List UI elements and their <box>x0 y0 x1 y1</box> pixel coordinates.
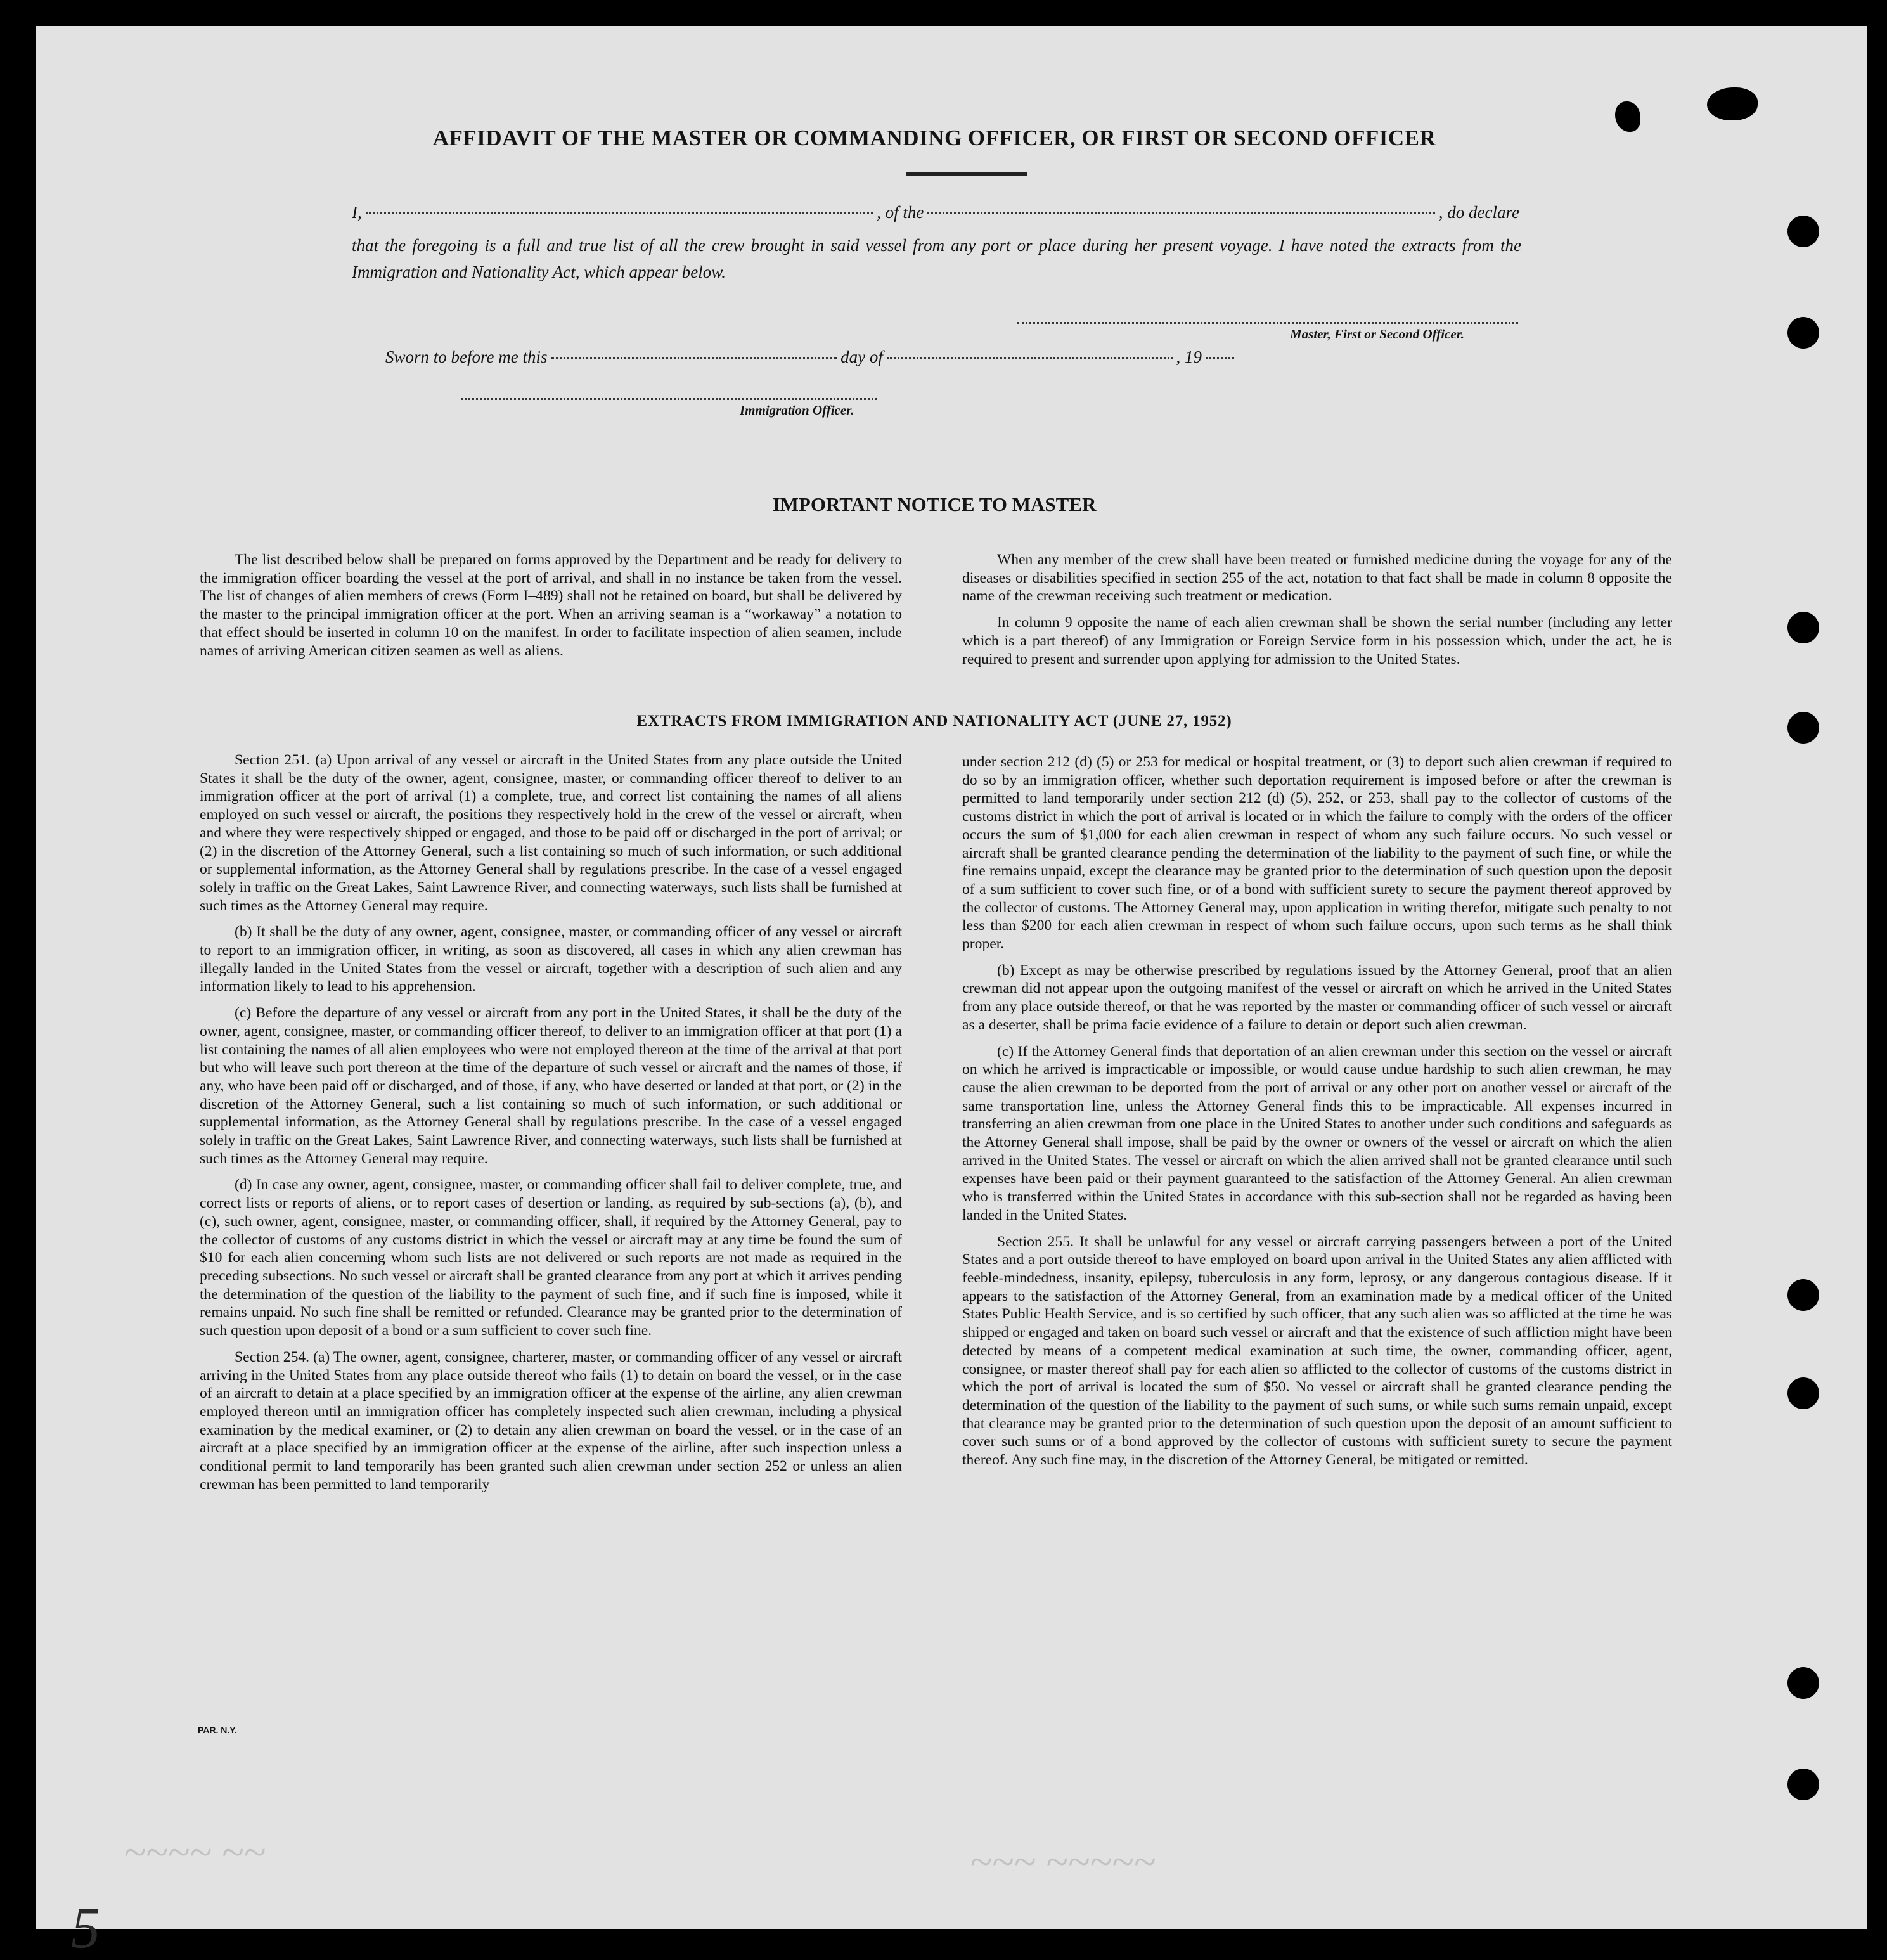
section-paragraph: (c) Before the departure of any vessel or aircraft from any port in the United States, it shall be the duty of the owner, agent, consignee, master, or commanding officer thereof, to deliver to an immigration officer at that port (1) a list containing the names of all alien employees who were not employed thereon at the time of the arrival at that port but who will leave such port thereon at the time of the departure of such vessel or aircraft and the names of those, if any, who have been paid off or discharged, and of those, if any, who have deserted or landed at that port, or (2) in the discretion of the Attorney General, such a list containing so much of such information, or such additional or supplemental information, as the Attorney General shall by regulations prescribe. In the case of a vessel engaged solely in traffic on the Great Lakes, Saint Lawrence River, and connecting waterways, such lists shall be furnished at such times as the Attorney General may require. <box>200 1005 902 1167</box>
year-label: , 19 <box>1176 347 1202 366</box>
extracts-right-column <box>962 753 1672 1478</box>
sworn-month-field[interactable] <box>887 357 1173 359</box>
of-the-label: , of the <box>877 203 924 222</box>
section-paragraph: (b) Except as may be otherwise prescribed by regulations issued by the Attorney General, proof that an alien crewman did not appear upon the outgoing manifest of the vessel or aircraft on which he arrived in the United States from any place outside thereof, or that he was reported by the master or commanding officer of such vessel or aircraft as a deserter, shall be prima facie evidence of a failure to detain or deport such alien crewman. <box>962 962 1672 1033</box>
do-declare-label: , do declare <box>1438 203 1519 222</box>
punch-hole <box>1787 1667 1819 1699</box>
punch-hole <box>1787 1377 1819 1409</box>
sworn-year-field[interactable] <box>1206 357 1234 359</box>
faint-handwriting: ~~~ ~~~~~ <box>970 1839 1156 1884</box>
officer-signature-label: Immigration Officer. <box>740 403 854 418</box>
section-paragraph: Section 254. (a) The owner, agent, consignee, charterer, master, or commanding officer of any vessel or aircraft arriving in the United States from any place outside thereof who fails (1) to detain on board the vessel, or in the case of an aircraft to detain at a place specified by an immigration officer at the expense of the airline, any alien crewman employed thereon until an immigration officer has completely inspected such alien crewman, including a physical examination by the medical examiner, or (2) to detain any alien crewman on board the vessel, or in the case of an aircraft at a place specified by an immigration officer at the expense of the airline, after such inspection unless a conditional permit to land temporarily has been granted such alien crewman under section 252 or unless an alien crewman has been permitted to land temporarily <box>200 1348 902 1493</box>
title-underline <box>906 172 1027 176</box>
punch-hole <box>1787 1769 1819 1800</box>
day-of-label: day of <box>840 347 883 366</box>
page-number: 5 <box>71 1895 100 1960</box>
notice-paragraph: In column 9 opposite the name of each alien crewman shall be shown the serial number (including any letter which is a part thereof) of any Immigration or Foreign Service form in his possession which, under the act, he is required to present and surrender upon applying for admission to the United States. <box>962 614 1672 667</box>
punch-hole <box>1787 612 1819 643</box>
officer-signature-line[interactable] <box>461 398 877 400</box>
printer-mark: PAR. N.Y. <box>198 1725 237 1735</box>
section-paragraph: under section 212 (d) (5) or 253 for medical or hospital treatment, or (3) to deport such alien crewman if required to do so by an immigration officer, whether such deportation requirement is imposed before or after the crewman is permitted to land temporarily under section 212 (d) (5), 252, or 253, shall pay to the collector of customs of the customs district in which the port of arrival is located or in which the failure to comply with the orders of the officer occurs the sum of $1,000 for each alien crewman in respect of whom any such failure occurs. No such vessel or aircraft shall be granted clearance pending the determination of the liability to the payment of such fine, or while the fine remains unpaid, except the clearance may be granted prior to the determination of such question upon the deposit of a sum sufficient to cover such fine, or of a bond with sufficient surety to secure the payment thereof approved by the collector of customs. The Attorney General may, upon application in writing therefor, mitigate such penalty to not less than $200 for each alien crewman in respect of whom such failure occurs, upon such terms as he shall think proper. <box>962 754 1672 953</box>
notice-paragraph: When any member of the crew shall have been treated or furnished medicine during the voyage for any of the diseases or disabilities specified in section 255 of the act, notation to that fact shall be made in column 8 opposite the name of the crewman receiving such treatment or medication. <box>962 551 1672 605</box>
declarant-name-field[interactable] <box>366 212 873 214</box>
section-paragraph: (b) It shall be the duty of any owner, agent, consignee, master, or commanding officer of any vessel or aircraft to report to an immigration officer, in writing, as soon as discovered, all cases in which any alien crewman has illegally landed in the United States from the vessel or aircraft, together with a description of such alien and any information likely to lead to his apprehension. <box>200 924 902 995</box>
affidavit-title: AFFIDAVIT OF THE MASTER OR COMMANDING OFFICER, OR FIRST OR SECOND OFFICER <box>432 126 1436 150</box>
punch-hole <box>1787 216 1819 247</box>
declarant-prefix: I, <box>352 203 362 222</box>
sworn-date-field[interactable] <box>551 357 837 359</box>
sworn-prefix: Sworn to before me this <box>385 347 548 366</box>
vessel-name-field[interactable] <box>927 212 1434 214</box>
punch-hole <box>1787 712 1819 744</box>
master-signature-label: Master, First or Second Officer. <box>1290 326 1464 342</box>
sworn-line <box>385 347 1238 367</box>
extracts-left-column <box>200 751 902 1502</box>
section-paragraph: Section 255. It shall be unlawful for any vessel or aircraft carrying passengers between a port of the United States and a port outside thereof to have employed on board upon arrival in the United States any alien afflicted with feeble-mindedness, insanity, epilepsy, tuberculosis in any form, leprosy, or any dangerous contagious disease. If it appears to the satisfaction of the Attorney General, from an examination made by a medical officer of the United States Public Health Service, and is so certified by such officer, that any such alien was so afflicted at the time he was shipped or engaged and taken on board such vessel or aircraft and that the existence of such affliction might have been detected by means of a competent medical examination at such time, the owner, commanding officer, agent, consignee, or master thereof shall pay for each alien so afflicted to the collector of customs of the customs district in which the port of arrival is located the sum of $50. No vessel or aircraft shall be granted clearance pending the determination of the question of the liability to the payment of such sums, or while such sums remain unpaid, except that clearance may be granted prior to the determination of such question upon the deposit of an amount sufficient to cover such sums or of a bond approved by the collector of customs with sufficient surety to secure the payment thereof. Any such fine may, in the discretion of the Attorney General, be mitigated or remitted. <box>962 1233 1672 1469</box>
notice-right-column <box>962 551 1672 676</box>
notice-paragraph: The list described below shall be prepared on forms approved by the Department and be ready for delivery to the immigration officer boarding the vessel at the port of arrival, and shall in no instance be taken from the vessel. The list of changes of alien members of crews (Form I–489) shall not be retained on board, but shall be delivered by the master to the principal immigration officer at the port. When an arriving seaman is a “workaway” a notation to that effect should be inserted in column 10 on the manifest. In order to facilitate inspection of alien seamen, include names of arriving American citizen seamen as well as aliens. <box>200 551 902 659</box>
notice-title: IMPORTANT NOTICE TO MASTER <box>772 493 1097 515</box>
torn-hole <box>1707 87 1758 120</box>
declaration-text: that the foregoing is a full and true list of all the crew brought in said vessel from any port or place during her present voyage. I have noted the extracts from the Immigration and Nationality Act, which appear below. <box>352 236 1521 281</box>
declaration-line <box>352 203 1519 222</box>
punch-hole <box>1787 1279 1819 1311</box>
faint-handwriting: ~~~~ ~~ <box>124 1829 266 1874</box>
section-paragraph: (c) If the Attorney General finds that deportation of an alien crewman under this section on the vessel or aircraft on which he arrived is impracticable or impossible, or would cause undue hardship to such alien crewman, he may cause the alien crewman to be deported from the port of arrival or any other port on another vessel or aircraft of the same transportation line, unless the Attorney General finds this to be impracticable. All expenses incurred in transferring an alien crewman from one place in the United States to another under such conditions and safeguards as the Attorney General shall impose, shall be paid by the owner or owners of the vessel or aircraft on which the alien arrived in the United States. The vessel or aircraft on which the alien arrived shall not be granted clearance until such expenses have been paid or their payment guaranteed to the satisfaction of the Attorney General. An alien crewman who is transferred within the United States in accordance with this sub-section shall not be regarded as having been landed in the United States. <box>962 1043 1672 1223</box>
notice-left-column <box>200 551 902 668</box>
section-paragraph: Section 251. (a) Upon arrival of any vessel or aircraft in the United States from any place outside the United States it shall be the duty of the owner, agent, consignee, master, or commanding officer thereof to deliver to an immigration officer at the port of arrival (1) a complete, true, and correct list containing the names of all aliens employed on such vessel or aircraft, the positions they respectively hold in the crew of the vessel or aircraft, when and where they were respectively shipped or engaged, and those to be paid off or discharged in the port of arrival; or (2) in the discretion of the Attorney General, such a list containing so much of such information, or such additional or supplemental information, as the Attorney General shall by regulations prescribe. In the case of a vessel engaged solely in traffic on the Great Lakes, Saint Lawrence River, and connecting waterways, such lists shall be furnished at such times as the Attorney General may require. <box>200 752 902 914</box>
master-signature-line[interactable] <box>1017 322 1518 324</box>
extracts-title: EXTRACTS FROM IMMIGRATION AND NATIONALITY ACT (JUNE 27, 1952) <box>636 712 1232 730</box>
punch-hole <box>1787 317 1819 349</box>
section-paragraph: (d) In case any owner, agent, consignee, master, or commanding officer shall fail to deliver complete, true, and correct lists or reports of aliens, or to report cases of desertion or landing, as required by sub-sections (a), (b), and (c), such owner, agent, consignee, master, or commanding officer, shall, if required by the Attorney General, pay to the collector of customs of any customs district in which the vessel or aircraft may at any time be found the sum of $10 for each alien concerning whom such lists are not delivered or such reports are not made as required in the preceding subsections. No such vessel or aircraft shall be granted clearance from any port at which it arrives pending the determination of the question of the liability to the payment of such fine, and if such fine is imposed, while it remains unpaid. No such fine shall be remitted or refunded. Clearance may be granted prior to the determination of such question upon deposit of a bond or a sum sufficient to cover such fine. <box>200 1177 902 1339</box>
